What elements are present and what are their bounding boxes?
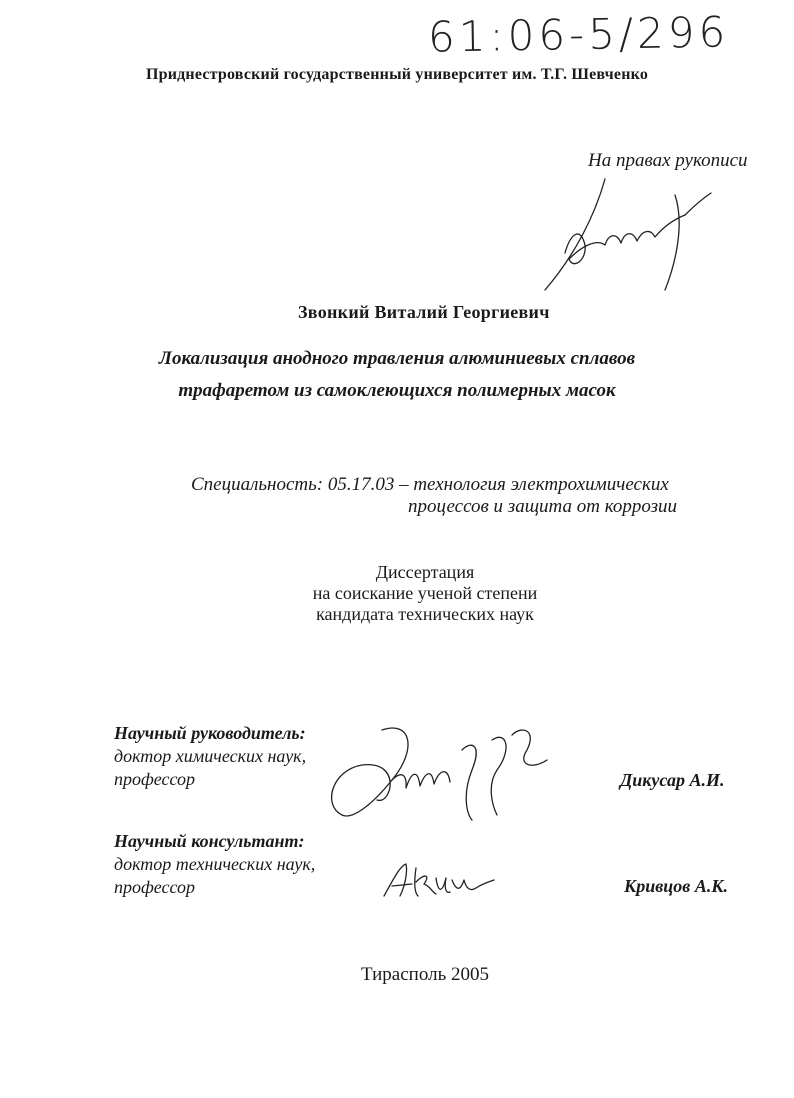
supervisor-block <box>114 722 306 791</box>
degree-line: на соискание ученой степени <box>312 583 538 603</box>
consultant-block <box>114 830 315 899</box>
author-name: Звонкий Виталий Георгиевич <box>298 302 550 322</box>
consultant-degree: доктор технических наук, <box>114 854 316 874</box>
city-year: Тирасполь 2005 <box>361 964 489 985</box>
supervisor-name: Дикусар А.И. <box>620 770 725 790</box>
supervisor-role: Научный руководитель: <box>114 723 306 743</box>
archive-code: 61:06-5/296 <box>427 7 730 62</box>
consultant-role: Научный консультант: <box>114 831 305 851</box>
title-line-2: трафаретом из самоклеющихся полимерных масок <box>178 380 616 401</box>
consultant-title: профессор <box>114 877 196 897</box>
supervisor-signature <box>322 720 552 825</box>
specialty-line-1: Специальность: 05.17.03 – технология электрохимических <box>191 474 669 495</box>
manuscript-rights: На правах рукописи <box>588 150 748 171</box>
degree-field: кандидата технических наук <box>316 604 534 624</box>
dissertation-label: Диссертация <box>375 562 475 582</box>
author-signature <box>525 175 715 295</box>
supervisor-degree: доктор химических наук, <box>114 746 307 766</box>
dissertation-title <box>100 343 694 407</box>
dissertation-degree <box>200 562 650 625</box>
specialty-line-2: процессов и защита от коррозии <box>408 496 678 517</box>
university-name: Приднестровский государственный университет им. Т.Г. Шевченко <box>145 66 649 83</box>
consultant-signature <box>380 858 500 903</box>
consultant-name: Кривцов А.К. <box>624 876 729 896</box>
supervisor-title: профессор <box>114 769 196 789</box>
title-line-1: Локализация анодного травления алюминиевых сплавов <box>158 348 636 369</box>
